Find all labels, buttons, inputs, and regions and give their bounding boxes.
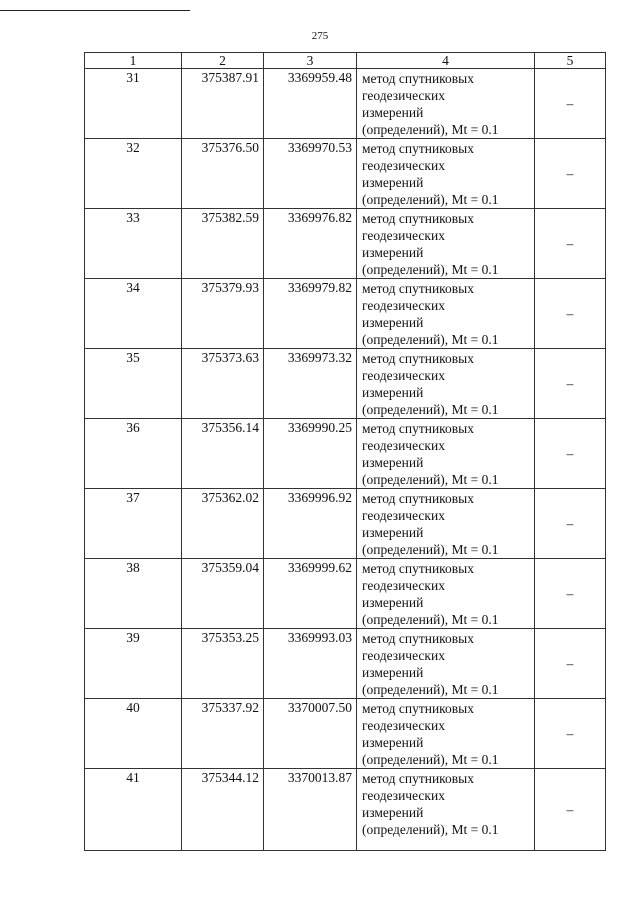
method-description: [357, 349, 535, 419]
method-line: (определений), Mt = 0.1: [362, 822, 499, 837]
method-line: геодезических: [362, 648, 445, 663]
note-dash: –: [535, 769, 606, 851]
method-line: геодезических: [362, 438, 445, 453]
method-line: геодезических: [362, 158, 445, 173]
method-description: [357, 769, 535, 851]
method-line: измерений: [362, 105, 424, 120]
header-col-2: 2: [182, 53, 264, 69]
method-line: измерений: [362, 665, 424, 680]
note-dash: –: [535, 349, 606, 419]
method-description: [357, 699, 535, 769]
coordinate-y: 3370013.87: [264, 769, 357, 851]
method-line: геодезических: [362, 788, 445, 803]
method-line: измерений: [362, 735, 424, 750]
method-line: (определений), Mt = 0.1: [362, 122, 499, 137]
method-line: метод спутниковых: [362, 701, 474, 716]
table-row: [85, 629, 606, 699]
point-number: 38: [85, 559, 182, 629]
method-line: геодезических: [362, 368, 445, 383]
method-line: (определений), Mt = 0.1: [362, 682, 499, 697]
table-row: [85, 489, 606, 559]
coordinate-x: 375379.93: [182, 279, 264, 349]
method-description: [357, 629, 535, 699]
point-number: 34: [85, 279, 182, 349]
coordinate-x: 375387.91: [182, 69, 264, 139]
coordinate-y: 3369993.03: [264, 629, 357, 699]
note-dash: –: [535, 209, 606, 279]
table-row: [85, 699, 606, 769]
coordinates-table: [84, 52, 606, 851]
method-line: метод спутниковых: [362, 71, 474, 86]
method-line: геодезических: [362, 88, 445, 103]
header-col-4: 4: [357, 53, 535, 69]
coordinate-x: 375376.50: [182, 139, 264, 209]
method-line: метод спутниковых: [362, 491, 474, 506]
coordinate-x: 375359.04: [182, 559, 264, 629]
method-description: [357, 559, 535, 629]
method-description: [357, 209, 535, 279]
method-line: (определений), Mt = 0.1: [362, 192, 499, 207]
coordinate-x: 375382.59: [182, 209, 264, 279]
method-line: измерений: [362, 455, 424, 470]
header-col-5: 5: [535, 53, 606, 69]
method-line: измерений: [362, 245, 424, 260]
method-description: [357, 69, 535, 139]
point-number: 32: [85, 139, 182, 209]
method-description: [357, 489, 535, 559]
method-line: (определений), Mt = 0.1: [362, 472, 499, 487]
method-line: (определений), Mt = 0.1: [362, 542, 499, 557]
coordinate-y: 3369999.62: [264, 559, 357, 629]
coordinate-x: 375362.02: [182, 489, 264, 559]
table-row: [85, 69, 606, 139]
method-description: [357, 279, 535, 349]
method-line: метод спутниковых: [362, 421, 474, 436]
point-number: 37: [85, 489, 182, 559]
note-dash: –: [535, 629, 606, 699]
point-number: 33: [85, 209, 182, 279]
method-line: метод спутниковых: [362, 281, 474, 296]
note-dash: –: [535, 489, 606, 559]
table-row: [85, 139, 606, 209]
method-line: метод спутниковых: [362, 771, 474, 786]
method-line: геодезических: [362, 578, 445, 593]
method-description: [357, 139, 535, 209]
point-number: 31: [85, 69, 182, 139]
top-rule: [0, 10, 190, 11]
note-dash: –: [535, 419, 606, 489]
method-line: метод спутниковых: [362, 211, 474, 226]
coordinate-y: 3369990.25: [264, 419, 357, 489]
note-dash: –: [535, 69, 606, 139]
coordinate-x: 375344.12: [182, 769, 264, 851]
coordinate-y: 3370007.50: [264, 699, 357, 769]
table-row: [85, 279, 606, 349]
method-line: (определений), Mt = 0.1: [362, 752, 499, 767]
note-dash: –: [535, 279, 606, 349]
header-col-3: 3: [264, 53, 357, 69]
coordinate-x: 375356.14: [182, 419, 264, 489]
header-col-1: 1: [85, 53, 182, 69]
page-number: 275: [311, 30, 329, 42]
method-description: [357, 419, 535, 489]
coordinate-y: 3369976.82: [264, 209, 357, 279]
method-line: (определений), Mt = 0.1: [362, 262, 499, 277]
point-number: 35: [85, 349, 182, 419]
method-line: (определений), Mt = 0.1: [362, 332, 499, 347]
coordinate-y: 3369996.92: [264, 489, 357, 559]
point-number: 41: [85, 769, 182, 851]
method-line: метод спутниковых: [362, 351, 474, 366]
note-dash: –: [535, 559, 606, 629]
method-line: измерений: [362, 805, 424, 820]
coordinate-x: 375353.25: [182, 629, 264, 699]
coordinate-y: 3369970.53: [264, 139, 357, 209]
method-line: измерений: [362, 385, 424, 400]
table-row: [85, 349, 606, 419]
note-dash: –: [535, 139, 606, 209]
method-line: метод спутниковых: [362, 561, 474, 576]
method-line: измерений: [362, 315, 424, 330]
point-number: 39: [85, 629, 182, 699]
method-line: (определений), Mt = 0.1: [362, 402, 499, 417]
method-line: геодезических: [362, 228, 445, 243]
method-line: метод спутниковых: [362, 141, 474, 156]
table-body: [85, 69, 606, 851]
method-line: измерений: [362, 525, 424, 540]
method-line: измерений: [362, 595, 424, 610]
method-line: геодезических: [362, 298, 445, 313]
method-line: измерений: [362, 175, 424, 190]
method-line: геодезических: [362, 508, 445, 523]
coordinate-y: 3369979.82: [264, 279, 357, 349]
coordinate-x: 375337.92: [182, 699, 264, 769]
table-row: [85, 769, 606, 851]
note-dash: –: [535, 699, 606, 769]
coordinate-y: 3369959.48: [264, 69, 357, 139]
method-line: метод спутниковых: [362, 631, 474, 646]
method-line: (определений), Mt = 0.1: [362, 612, 499, 627]
table-row: [85, 209, 606, 279]
point-number: 40: [85, 699, 182, 769]
method-line: геодезических: [362, 718, 445, 733]
table-header-row: [85, 53, 606, 69]
point-number: 36: [85, 419, 182, 489]
coordinate-y: 3369973.32: [264, 349, 357, 419]
coordinate-x: 375373.63: [182, 349, 264, 419]
table-row: [85, 559, 606, 629]
table-row: [85, 419, 606, 489]
